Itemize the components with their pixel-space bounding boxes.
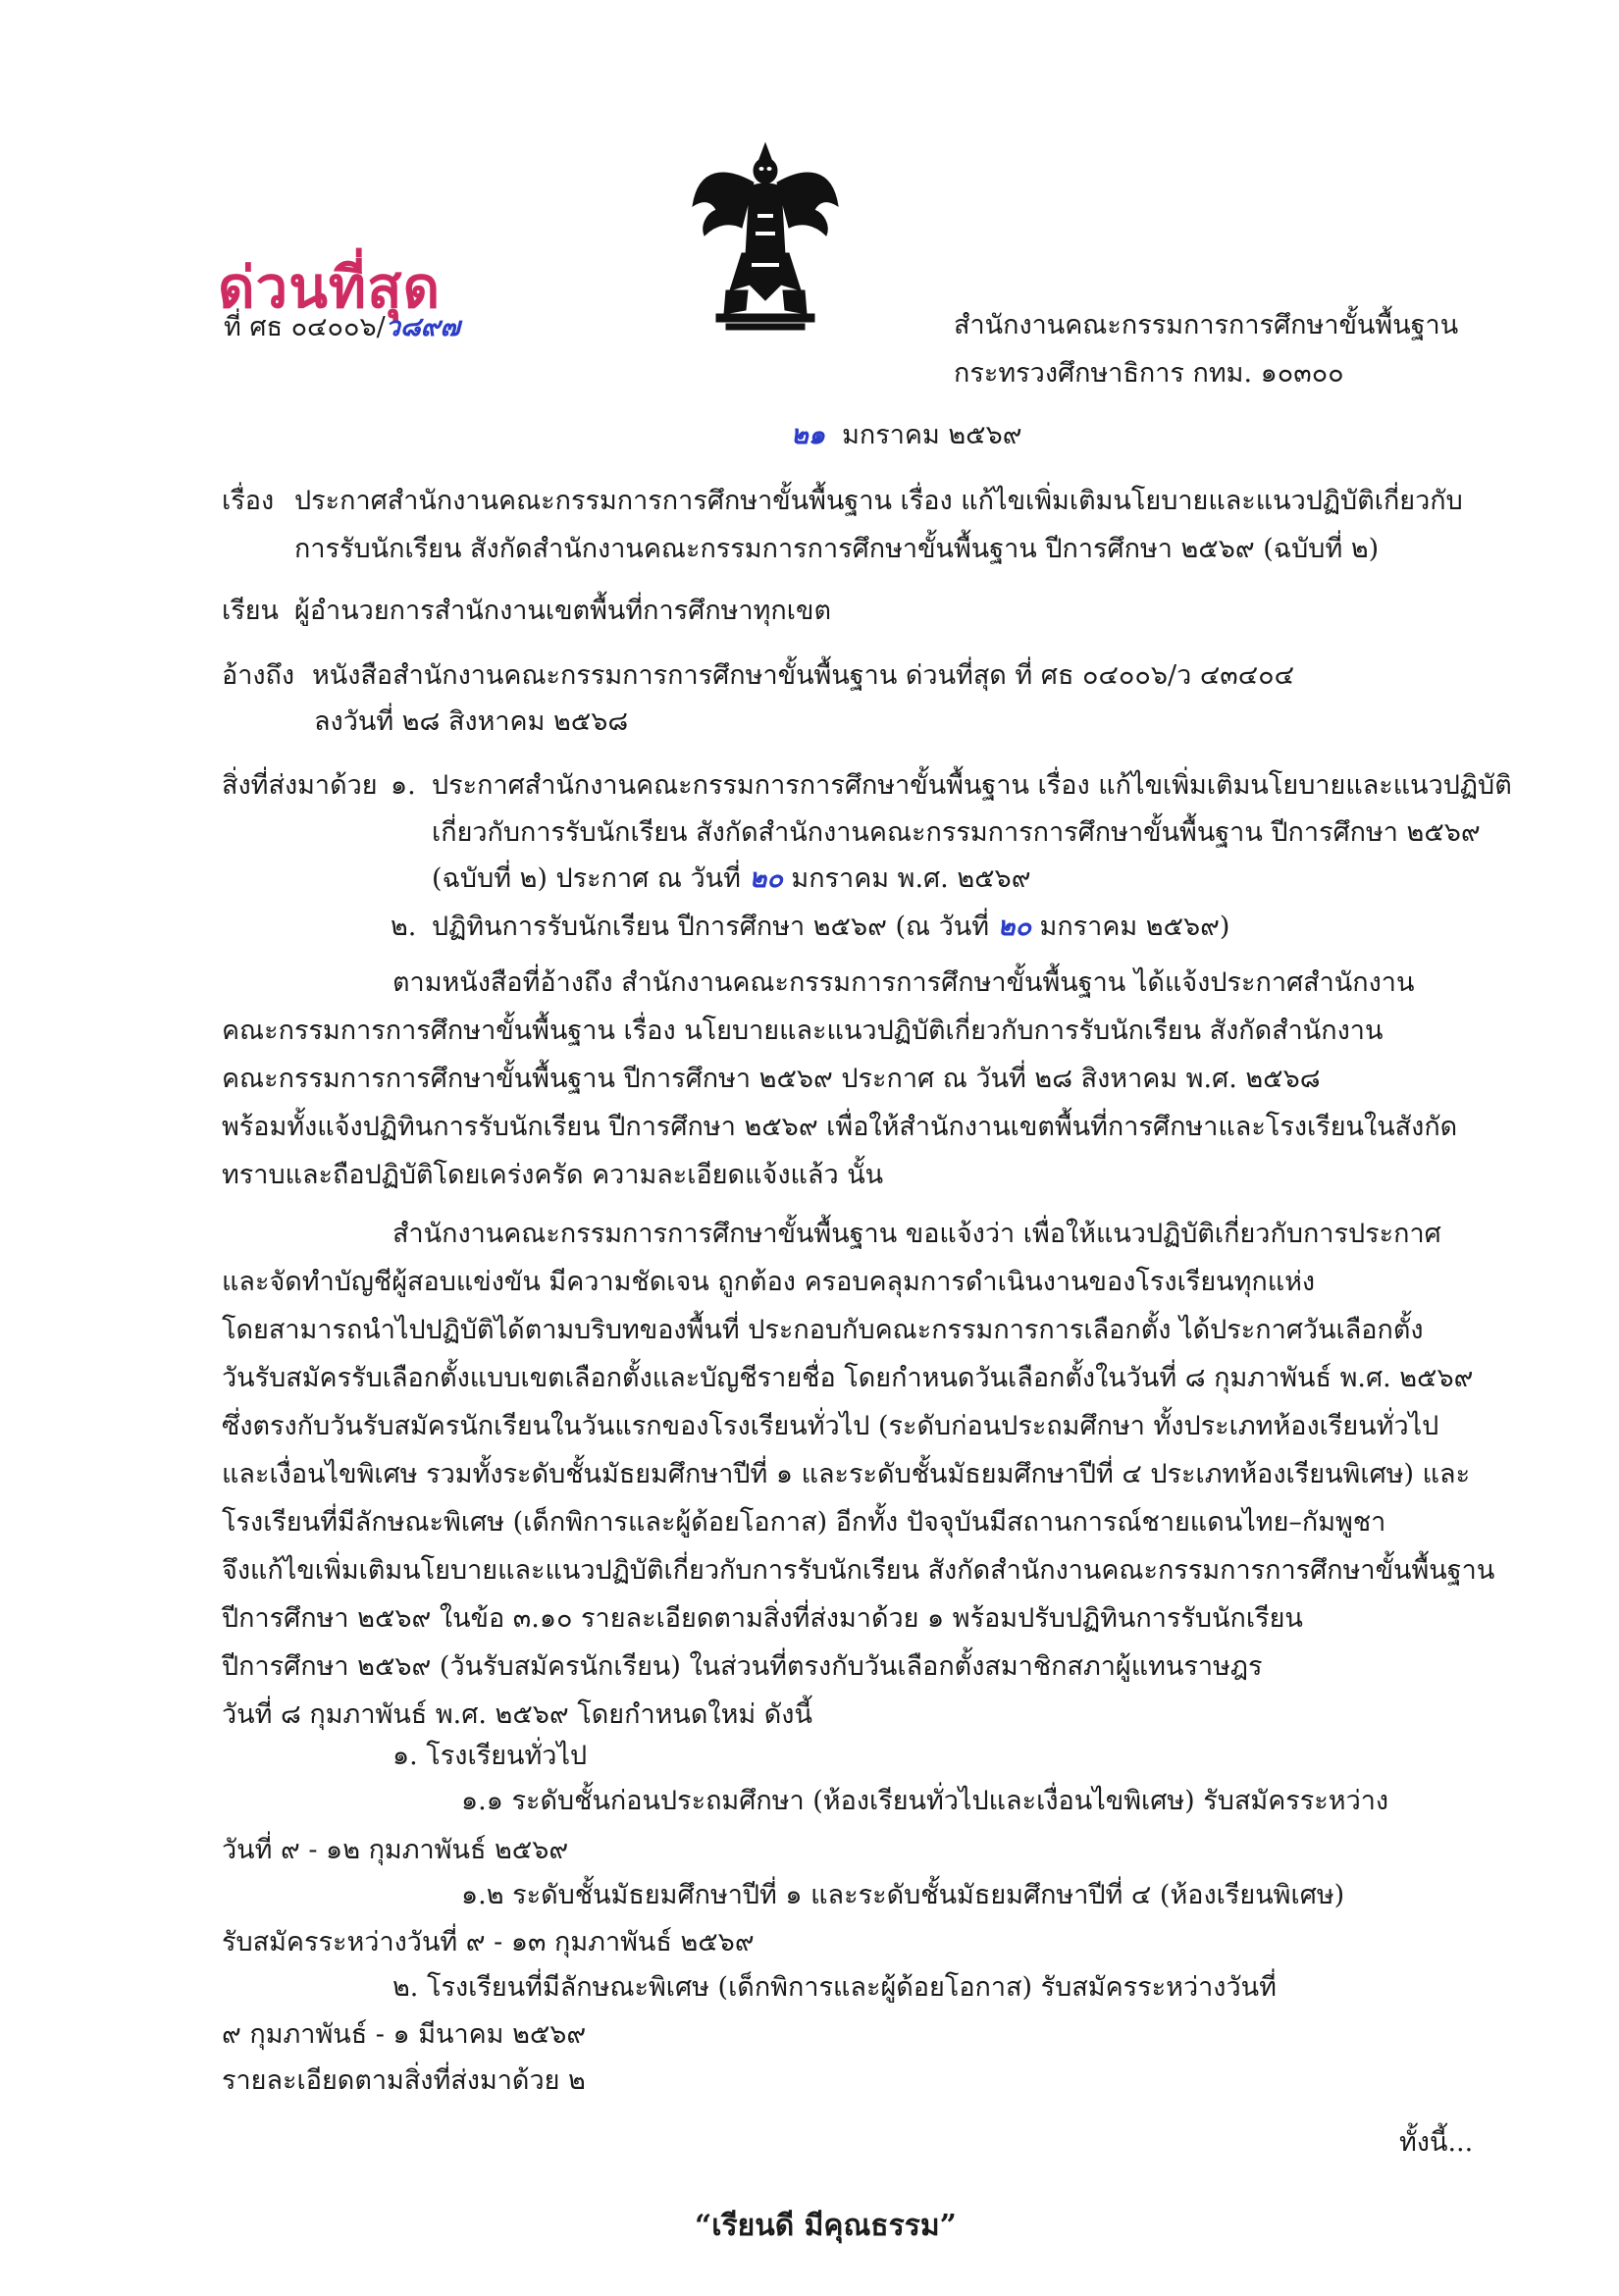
to-text: ผู้อำนวยการสำนักงานเขตพื้นที่การศึกษาทุกเขต bbox=[294, 596, 831, 626]
ref-line-1: หนังสือสำนักงานคณะกรรมการการศึกษาขั้นพื้นฐาน ด่วนที่สุด ที่ ศธ ๐๔๐๐๖/ว ๔๓๔๐๔ bbox=[312, 660, 1295, 691]
item-1-2-line-1: ๑.๒ ระดับชั้นมัธยมศึกษาปีที่ ๑ และระดับชั้นมัธยมศึกษาปีที่ ๔ (ห้องเรียนพิเศษ) bbox=[461, 1880, 1345, 1910]
date-day-handwritten: ๒๑ bbox=[791, 420, 825, 450]
subject-line-2: การรับนักเรียน สังกัดสำนักงานคณะกรรมการการศึกษาขั้นพื้นฐาน ปีการศึกษา ๒๕๖๙ (ฉบับที่ ๒) bbox=[294, 534, 1380, 564]
letter-date bbox=[791, 422, 1022, 448]
item-1-1-line-1: ๑.๑ ระดับชั้นก่อนประถมศึกษา (ห้องเรียนทั่วไปและเงื่อนไขพิเศษ) รับสมัครระหว่าง bbox=[461, 1786, 1389, 1816]
item-2-line-2: ๙ กุมภาพันธ์ - ๑ มีนาคม ๒๕๖๙ bbox=[222, 2019, 587, 2050]
para2-line-11: วันที่ ๘ กุมภาพันธ์ พ.ศ. ๒๕๖๙ โดยกำหนดใหม่ ดังนี้ bbox=[222, 1699, 812, 1730]
item-1-heading: ๑. โรงเรียนทั่วไป bbox=[392, 1741, 588, 1771]
ref-line-2: ลงวันที่ ๒๘ สิงหาคม ๒๕๖๘ bbox=[314, 706, 629, 737]
para1-line-5: ทราบและถือปฏิบัติโดยเคร่งครัด ความละเอียดแจ้งแล้ว นั้น bbox=[222, 1160, 884, 1190]
doc-number-prefix: ที่ ศธ ๐๔๐๐๖/ bbox=[224, 312, 386, 342]
org-name: สำนักงานคณะกรรมการการศึกษาขั้นพื้นฐาน bbox=[954, 310, 1459, 340]
para2-line-8: จึงแก้ไขเพิ่มเติมนโยบายและแนวปฏิบัติเกี่ยวกับการรับนักเรียน สังกัดสำนักงานคณะกรรมการการศึกษาขั้นพื้นฐาน bbox=[222, 1555, 1495, 1586]
para1-line-2: คณะกรรมการการศึกษาขั้นพื้นฐาน เรื่อง นโยบายและแนวปฏิบัติเกี่ยวกับการรับนักเรียน สังกัดสำนักงาน bbox=[222, 1016, 1384, 1046]
garuda-emblem bbox=[687, 137, 844, 334]
enclosure-1-day-handwritten: ๒๐ bbox=[749, 863, 783, 894]
motto: “เรียนดี มีคุณธรรม” bbox=[695, 2209, 957, 2243]
date-month-year: มกราคม ๒๕๖๙ bbox=[842, 420, 1022, 450]
para2-line-4: วันรับสมัครรับเลือกตั้งแบบเขตเลือกตั้งและบัญชีรายชื่อ โดยกำหนดวันเลือกตั้งในวันที่ ๘ กุมภาพันธ์ พ.ศ. ๒๕๖๙ bbox=[222, 1363, 1474, 1393]
enclosure-2-number: ๒. bbox=[391, 912, 417, 942]
enclosure-2-day-handwritten: ๒๐ bbox=[997, 912, 1031, 942]
detail-line: รายละเอียดตามสิ่งที่ส่งมาด้วย ๒ bbox=[222, 2065, 586, 2096]
item-2-line-1: ๒. โรงเรียนที่มีลักษณะพิเศษ (เด็กพิการและผู้ด้อยโอกาส) รับสมัครระหว่างวันที่ bbox=[392, 1972, 1277, 2003]
page-continued: ทั้งนี้... bbox=[1399, 2127, 1474, 2158]
enclosure-1-line-3: (ฉบับที่ ๒) ประกาศ ณ วันที่ ๒๐ มกราคม พ.ศ. ๒๕๖๙ bbox=[432, 863, 1031, 894]
para2-line-1: สำนักงานคณะกรรมการการศึกษาขั้นพื้นฐาน ขอแจ้งว่า เพื่อให้แนวปฏิบัติเกี่ยวกับการประกาศ bbox=[392, 1219, 1441, 1249]
para2-line-10: ปีการศึกษา ๒๕๖๙ (วันรับสมัครนักเรียน) ในส่วนที่ตรงกับวันเลือกตั้งสมาชิกสภาผู้แทนราษฎร bbox=[222, 1651, 1263, 1682]
enclosure-1-line-2: เกี่ยวกับการรับนักเรียน สังกัดสำนักงานคณะกรรมการการศึกษาขั้นพื้นฐาน ปีการศึกษา ๒๕๖๙ bbox=[432, 817, 1481, 848]
para1-line-4: พร้อมทั้งแจ้งปฏิทินการรับนักเรียน ปีการศึกษา ๒๕๖๙ เพื่อให้สำนักงานเขตพื้นที่การศึกษาและโรงเรียนในสังกัด bbox=[222, 1112, 1458, 1142]
org-address: กระทรวงศึกษาธิการ กทม. ๑๐๓๐๐ bbox=[954, 358, 1344, 389]
to-label: เรียน bbox=[222, 596, 280, 626]
para1-line-3: คณะกรรมการการศึกษาขั้นพื้นฐาน ปีการศึกษา ๒๕๖๙ ประกาศ ณ วันที่ ๒๘ สิงหาคม พ.ศ. ๒๕๖๘ bbox=[222, 1064, 1321, 1094]
para2-line-9: ปีการศึกษา ๒๕๖๙ ในข้อ ๓.๑๐ รายละเอียดตามสิ่งที่ส่งมาด้วย ๑ พร้อมปรับปฏิทินการรับนักเรียน bbox=[222, 1603, 1303, 1634]
enclosure-2-text: ปฏิทินการรับนักเรียน ปีการศึกษา ๒๕๖๙ (ณ วันที่ ๒๐ มกราคม ๒๕๖๙) bbox=[432, 912, 1230, 942]
doc-number bbox=[224, 314, 460, 340]
subject-line-1: ประกาศสำนักงานคณะกรรมการการศึกษาขั้นพื้นฐาน เรื่อง แก้ไขเพิ่มเติมนโยบายและแนวปฏิบัติเกี่ยวกับ bbox=[294, 486, 1463, 516]
para2-line-2: และจัดทำบัญชีผู้สอบแข่งขัน มีความชัดเจน ถูกต้อง ครอบคลุมการดำเนินงานของโรงเรียนทุกแห่ง bbox=[222, 1267, 1316, 1297]
para2-line-5: ซึ่งตรงกับวันรับสมัครนักเรียนในวันแรกของโรงเรียนทั่วไป (ระดับก่อนประถมศึกษา ทั้งประเภทห้องเรียนทั่วไป bbox=[222, 1411, 1439, 1441]
ref-label: อ้างถึง bbox=[222, 660, 295, 691]
para1-line-1: ตามหนังสือที่อ้างถึง สำนักงานคณะกรรมการการศึกษาขั้นพื้นฐาน ได้แจ้งประกาศสำนักงาน bbox=[392, 967, 1415, 998]
para2-line-6: และเงื่อนไขพิเศษ รวมทั้งระดับชั้นมัธยมศึกษาปีที่ ๑ และระดับชั้นมัธยมศึกษาปีที่ ๔ ประเภทห้องเรียนพิเศษ) และ bbox=[222, 1459, 1471, 1489]
doc-number-handwritten: ว๘๙๗ bbox=[385, 312, 460, 342]
enclosure-1-number: ๑. bbox=[391, 770, 416, 801]
para2-line-7: โรงเรียนที่มีลักษณะพิเศษ (เด็กพิการและผู้ด้อยโอกาส) อีกทั้ง ปัจจุบันมีสถานการณ์ชายแดนไทย–กัมพูชา bbox=[222, 1507, 1386, 1538]
para2-line-3: โดยสามารถนำไปปฏิบัติได้ตามบริบทของพื้นที่ ประกอบกับคณะกรรมการการเลือกตั้ง ได้ประกาศวันเลือกตั้ง bbox=[222, 1315, 1424, 1345]
item-1-1-line-2: วันที่ ๙ - ๑๒ กุมภาพันธ์ ๒๕๖๙ bbox=[222, 1835, 569, 1865]
enclosure-1-line-1: ประกาศสำนักงานคณะกรรมการการศึกษาขั้นพื้นฐาน เรื่อง แก้ไขเพิ่มเติมนโยบายและแนวปฏิบัติ bbox=[432, 770, 1512, 801]
subject-label: เรื่อง bbox=[222, 486, 275, 516]
urgency-stamp: ด่วนที่สุด bbox=[218, 254, 442, 321]
item-1-2-line-2: รับสมัครระหว่างวันที่ ๙ - ๑๓ กุมภาพันธ์ ๒๕๖๙ bbox=[222, 1927, 755, 1957]
enclosure-label: สิ่งที่ส่งมาด้วย bbox=[222, 770, 378, 801]
